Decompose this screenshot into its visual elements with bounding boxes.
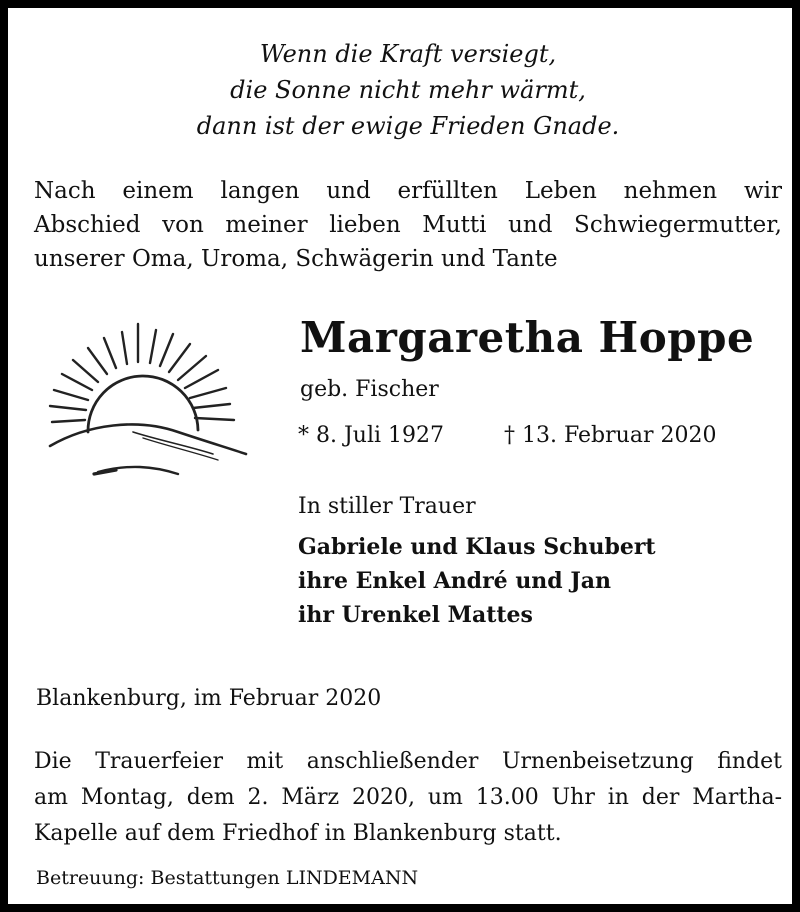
- service-line: am Montag, dem 2. März 2020, um 13.00 Uhr in der Martha-: [34, 785, 782, 810]
- intro-line: Nach einem langen und erfüllten Leben nehmen wir: [34, 178, 782, 204]
- birth-name: geb. Fischer: [300, 377, 439, 402]
- intro-line: Abschied von meiner lieben Mutti und Schwiegermutter,: [34, 212, 782, 238]
- deceased-name: Margaretha Hoppe: [300, 313, 755, 362]
- intro-line: unserer Oma, Uroma, Schwägerin und Tante: [34, 246, 558, 272]
- service-details: [34, 744, 782, 852]
- service-line: Kapelle auf dem Friedhof in Blankenburg statt.: [34, 821, 562, 846]
- mourning-heading: In stiller Trauer: [298, 494, 476, 519]
- mourner-name: Gabriele und Klaus Schubert: [298, 534, 656, 560]
- sunset-over-hills-icon: [38, 314, 253, 489]
- intro-text: [34, 174, 782, 276]
- service-line: Die Trauerfeier mit anschließender Urnenbeisetzung findet: [34, 749, 782, 774]
- place-date: Blankenburg, im Februar 2020: [36, 686, 382, 711]
- death-date: † 13. Februar 2020: [504, 423, 717, 448]
- poem-line: Wenn die Kraft versiegt,: [259, 40, 557, 68]
- mourner-name: ihr Urenkel Mattes: [298, 602, 533, 628]
- mourner-name: ihre Enkel André und Jan: [298, 568, 612, 594]
- poem-line: dann ist der ewige Frieden Gnade.: [196, 112, 620, 140]
- birth-date: * 8. Juli 1927: [298, 423, 445, 448]
- poem: [8, 36, 800, 144]
- undertaker-credit: Betreuung: Bestattungen LINDEMANN: [36, 867, 419, 889]
- poem-line: die Sonne nicht mehr wärmt,: [230, 76, 586, 104]
